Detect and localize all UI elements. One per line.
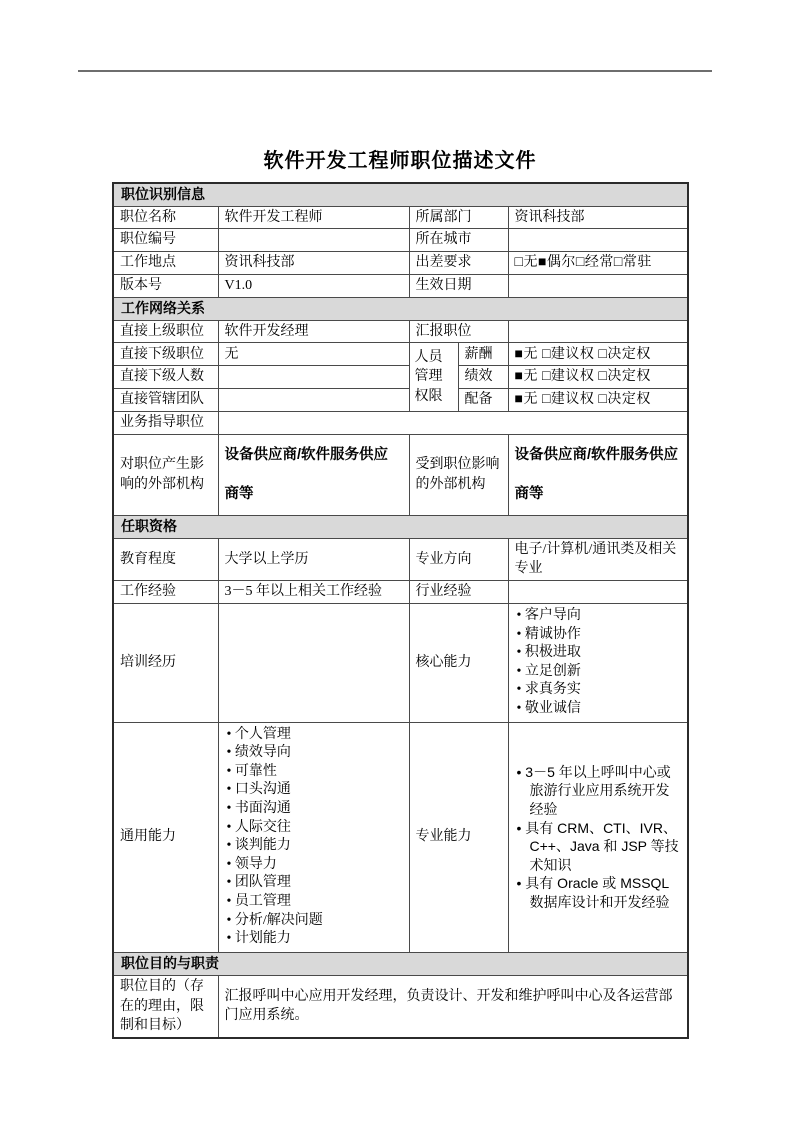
bullet-item: • 人际交往: [227, 819, 405, 838]
general-ability-label: 通用能力: [113, 722, 218, 952]
version-value: V1.0: [218, 274, 409, 297]
bullet-item: • 员工管理: [227, 893, 405, 912]
bullet-item: • 可靠性: [227, 763, 405, 782]
direct-subordinate-label: 直接下级职位: [113, 343, 218, 366]
managed-team-value: [218, 388, 409, 411]
education-value: 大学以上学历: [218, 538, 409, 580]
managed-team-label: 直接管辖团队: [113, 388, 218, 411]
bullet-item: • 团队管理: [227, 874, 405, 893]
work-location-label: 工作地点: [113, 252, 218, 275]
external-influencing-label: 对职位产生影响的外部机构: [113, 434, 218, 515]
bullet-item: • 绩效导向: [227, 744, 405, 763]
external-influenced-label: 受到职位影响的外部机构: [409, 434, 508, 515]
department-label: 所属部门: [409, 206, 508, 229]
job-purpose-value: 汇报呼叫中心应用开发经理，负责设计、开发和维护呼叫中心及各运营部门应用系统。: [218, 975, 688, 1038]
hr-performance-label: 绩效: [458, 366, 508, 389]
business-guidance-label: 业务指导职位: [113, 411, 218, 434]
city-value: [508, 229, 688, 252]
hr-performance-checkboxes: ■无 □建议权 □决定权: [508, 366, 688, 389]
hr-salary-checkboxes: ■无 □建议权 □决定权: [508, 343, 688, 366]
core-ability-list: [517, 607, 684, 719]
training-label: 培训经历: [113, 604, 218, 723]
education-label: 教育程度: [113, 538, 218, 580]
professional-ability-label: 专业能力: [409, 722, 508, 952]
bullet-item: • 客户导向: [517, 607, 684, 626]
work-location-value: 资讯科技部: [218, 252, 409, 275]
core-ability-list-cell: [508, 604, 688, 723]
major-label: 专业方向: [409, 538, 508, 580]
position-description-table: [112, 182, 689, 1039]
hr-staffing-checkboxes: ■无 □建议权 □决定权: [508, 388, 688, 411]
effective-date-label: 生效日期: [409, 274, 508, 297]
effective-date-value: [508, 274, 688, 297]
position-code-label: 职位编号: [113, 229, 218, 252]
bullet-item: • 书面沟通: [227, 800, 405, 819]
bullet-item: • 个人管理: [227, 726, 405, 745]
bullet-item: • 求真务实: [517, 681, 684, 700]
bullet-item: • 口头沟通: [227, 781, 405, 800]
hr-authority-label: 人员管理权限: [409, 343, 458, 412]
travel-requirement-label: 出差要求: [409, 252, 508, 275]
work-experience-label: 工作经验: [113, 581, 218, 604]
external-influencing-value: 设备供应商/软件服务供应商等: [218, 434, 409, 515]
bullet-item: • 谈判能力: [227, 837, 405, 856]
bullet-item: • 积极进取: [517, 644, 684, 663]
external-influenced-value: 设备供应商/软件服务供应商等: [508, 434, 688, 515]
bullet-item: • 计划能力: [227, 930, 405, 949]
industry-experience-value: [508, 581, 688, 604]
section-header-qualification: 任职资格: [113, 515, 688, 538]
hr-staffing-label: 配备: [458, 388, 508, 411]
hr-salary-label: 薪酬: [458, 343, 508, 366]
general-ability-list: [227, 726, 405, 949]
section-header-purpose: 职位目的与职责: [113, 952, 688, 975]
training-value: [218, 604, 409, 723]
department-value: 资讯科技部: [508, 206, 688, 229]
direct-superior-label: 直接上级职位: [113, 320, 218, 343]
professional-ability-list-cell: [508, 722, 688, 952]
bullet-item: • 具有 CRM、CTI、IVR、C++、Java 和 JSP 等技术知识: [517, 819, 684, 875]
job-purpose-label: 职位目的（存在的理由，限制和目标）: [113, 975, 218, 1038]
core-ability-label: 核心能力: [409, 604, 508, 723]
version-label: 版本号: [113, 274, 218, 297]
subordinate-count-label: 直接下级人数: [113, 366, 218, 389]
bullet-item: • 敬业诚信: [517, 700, 684, 719]
section-header-network: 工作网络关系: [113, 297, 688, 320]
reporting-position-value: [508, 320, 688, 343]
bullet-item: • 精诚协作: [517, 626, 684, 645]
bullet-item: • 领导力: [227, 856, 405, 875]
section-header-identification: 职位识别信息: [113, 183, 688, 206]
header-rule: [78, 70, 712, 72]
direct-subordinate-value: 无: [218, 343, 409, 366]
city-label: 所在城市: [409, 229, 508, 252]
position-name-value: 软件开发工程师: [218, 206, 409, 229]
subordinate-count-value: [218, 366, 409, 389]
bullet-item: • 具有 Oracle 或 MSSQL 数据库设计和开发经验: [517, 874, 684, 911]
bullet-item: • 3－5 年以上呼叫中心或旅游行业应用系统开发经验: [517, 763, 684, 819]
bullet-item: • 分析/解决问题: [227, 912, 405, 931]
professional-ability-list: [517, 763, 684, 912]
doc-title: 软件开发工程师职位描述文件: [263, 150, 537, 172]
industry-experience-label: 行业经验: [409, 581, 508, 604]
bullet-item: • 立足创新: [517, 663, 684, 682]
travel-requirement-checkboxes: □无■偶尔□经常□常驻: [508, 252, 688, 275]
business-guidance-value: [218, 411, 688, 434]
work-experience-value: 3－5 年以上相关工作经验: [218, 581, 409, 604]
reporting-position-label: 汇报职位: [409, 320, 508, 343]
direct-superior-value: 软件开发经理: [218, 320, 409, 343]
position-name-label: 职位名称: [113, 206, 218, 229]
major-value: 电子/计算机/通讯类及相关专业: [508, 538, 688, 580]
general-ability-list-cell: [218, 722, 409, 952]
position-code-value: [218, 229, 409, 252]
